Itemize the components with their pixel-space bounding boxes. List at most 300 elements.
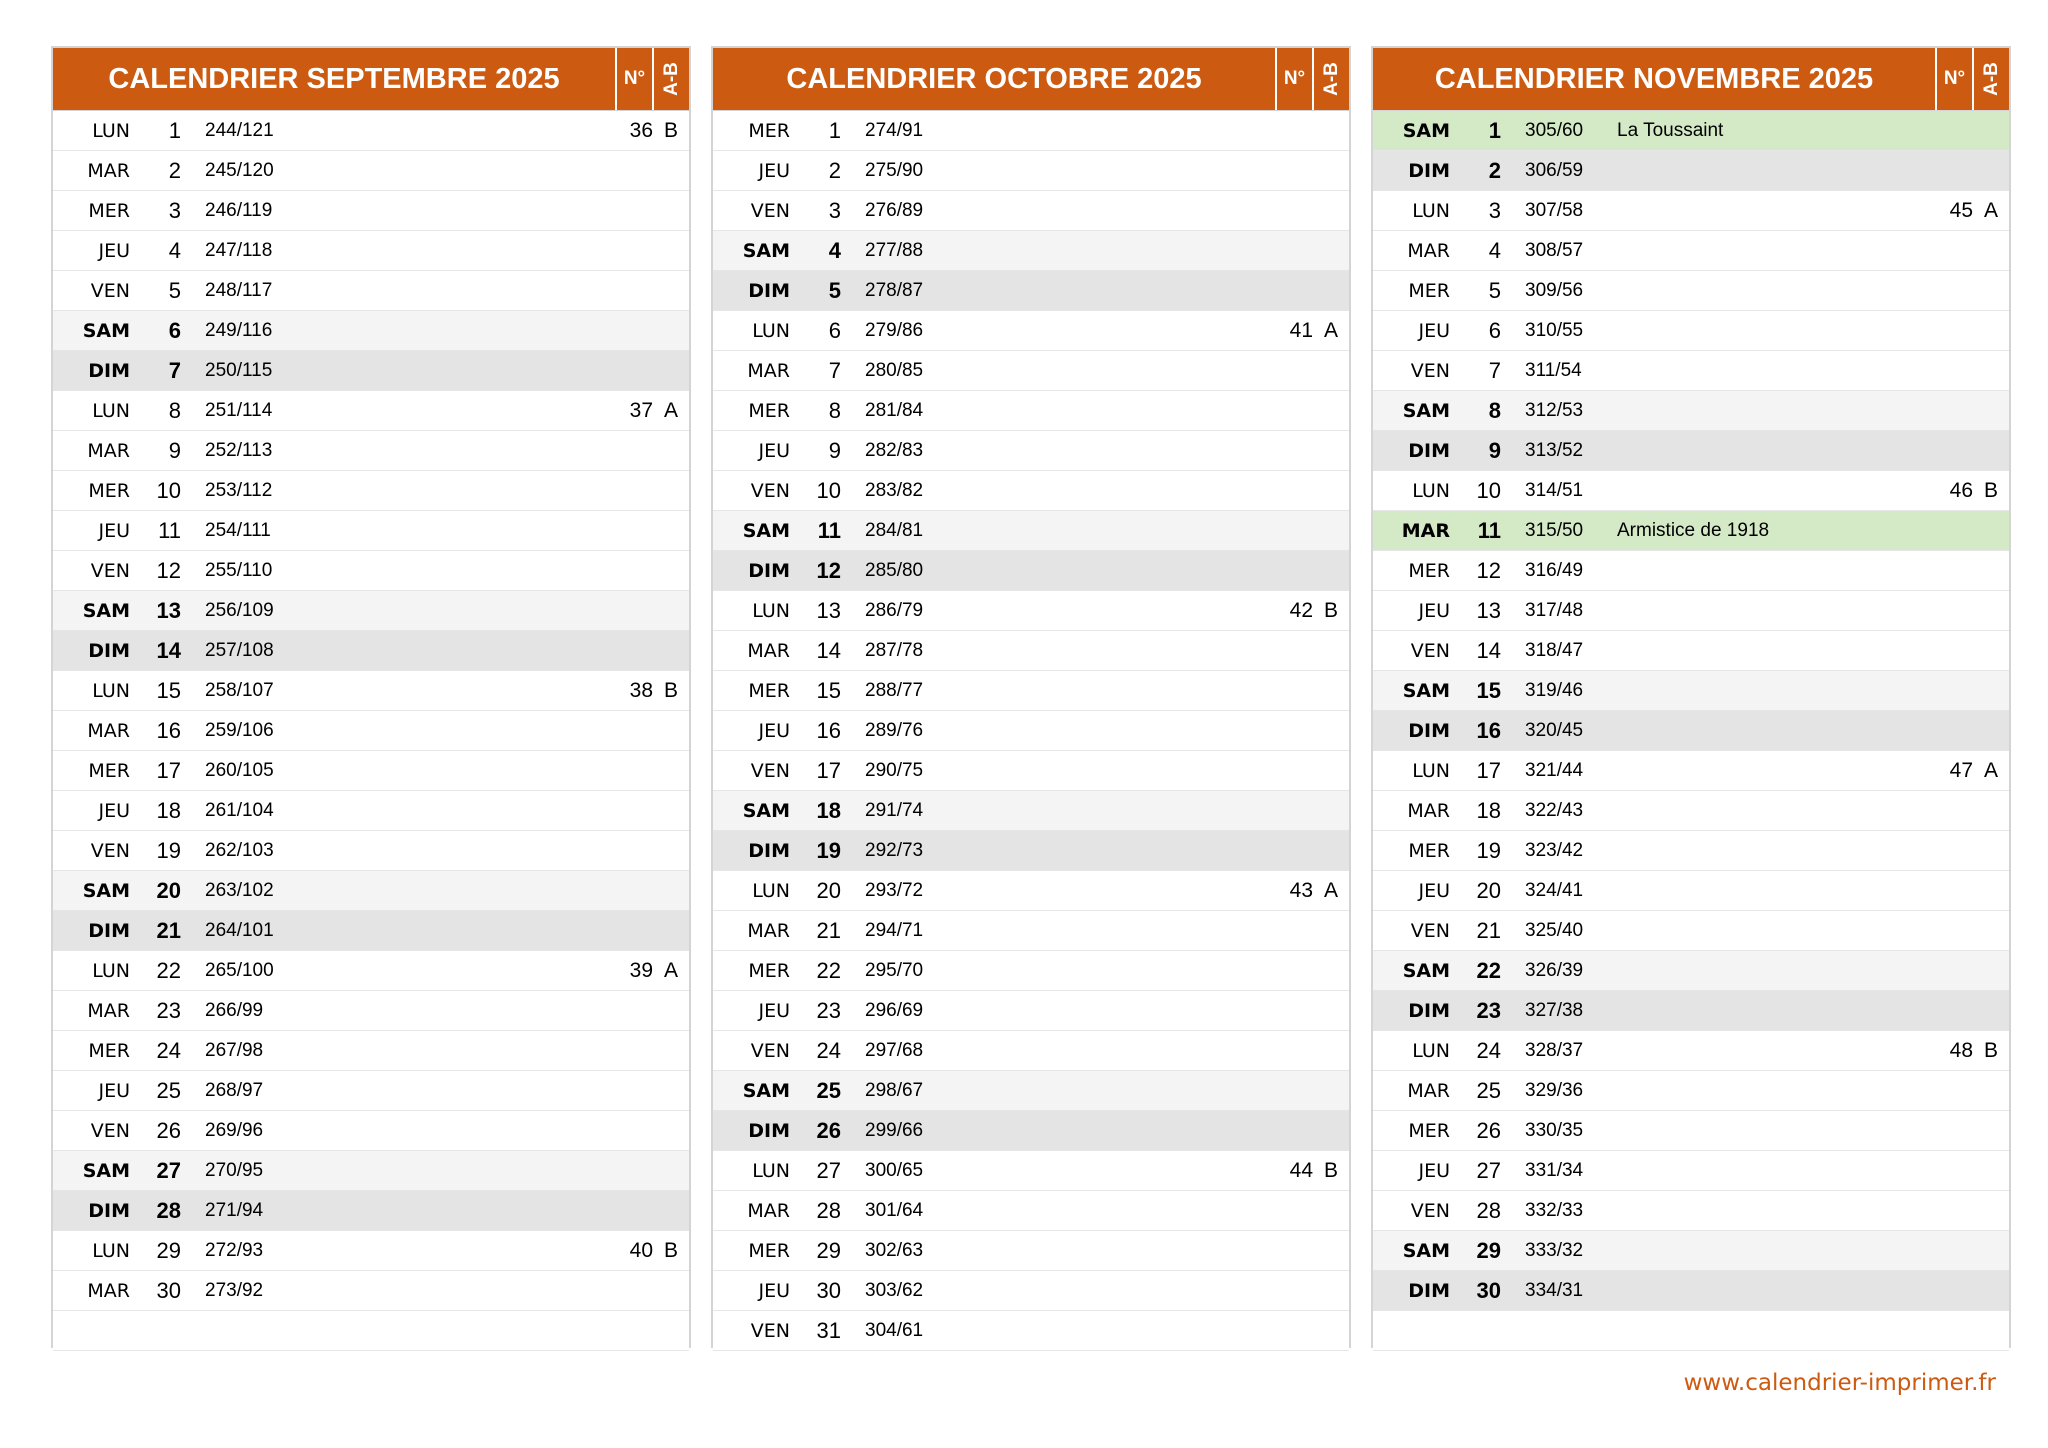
day-row [1373, 471, 2009, 511]
day-row [1373, 271, 2009, 311]
weekday: LUN [92, 1239, 130, 1262]
day-row [713, 1031, 1349, 1071]
day-row [53, 551, 689, 591]
month-title: CALENDRIER NOVEMBRE 2025 [1373, 48, 1935, 110]
day-number: 3 [1488, 197, 1501, 223]
day-number: 13 [816, 597, 841, 623]
day-of-year: 248/117 [205, 279, 273, 301]
day-row [53, 1071, 689, 1111]
day-rows [1373, 111, 2009, 1351]
day-row [53, 751, 689, 791]
day-row [713, 871, 1349, 911]
day-row [713, 551, 1349, 591]
weekday: SAM [742, 1079, 790, 1102]
week-number: 45 [1949, 198, 1973, 222]
weekday: SAM [82, 599, 130, 622]
day-number: 1 [168, 117, 181, 143]
day-of-year: 255/110 [205, 559, 273, 581]
weekday: SAM [1402, 959, 1450, 982]
day-row [53, 231, 689, 271]
day-row [1373, 831, 2009, 871]
day-number: 3 [168, 197, 181, 223]
day-number: 10 [156, 477, 181, 503]
day-of-year: 269/96 [205, 1119, 264, 1141]
weekday: DIM [748, 559, 790, 582]
week-ab: B [663, 678, 678, 702]
weekday: MAR [87, 999, 130, 1022]
day-of-year: 265/100 [205, 959, 274, 981]
day-number: 5 [168, 277, 181, 303]
weekday: VEN [1410, 919, 1450, 942]
week-number: 47 [1949, 758, 1973, 782]
weekday: JEU [758, 159, 790, 182]
week-number: 38 [629, 678, 653, 702]
day-of-year: 283/82 [865, 479, 924, 501]
day-of-year: 288/77 [865, 679, 924, 701]
day-number: 10 [1476, 477, 1501, 503]
weekday: DIM [748, 1119, 790, 1142]
week-ab-header-label: A-B [1320, 62, 1342, 96]
day-number: 26 [156, 1117, 181, 1143]
day-number: 16 [156, 717, 181, 743]
day-of-year: 317/48 [1525, 599, 1584, 621]
day-number: 4 [1488, 237, 1501, 263]
week-number: 36 [629, 118, 653, 142]
week-ab: B [663, 1238, 678, 1262]
weekday: VEN [90, 839, 130, 862]
day-row [53, 151, 689, 191]
day-row [1373, 391, 2009, 431]
day-row [53, 1231, 689, 1271]
weekday: DIM [748, 839, 790, 862]
day-of-year: 325/40 [1525, 919, 1584, 941]
weekday: JEU [98, 799, 130, 822]
day-number: 6 [168, 317, 181, 343]
weekday: SAM [742, 799, 790, 822]
day-row [713, 791, 1349, 831]
day-of-year: 270/95 [205, 1159, 264, 1181]
day-row [1373, 791, 2009, 831]
day-number: 21 [816, 917, 841, 943]
day-row [713, 191, 1349, 231]
day-of-year: 305/60 [1525, 119, 1584, 141]
week-ab-header [652, 48, 689, 110]
day-of-year: 291/74 [865, 799, 924, 821]
day-row [713, 111, 1349, 151]
weekday: LUN [752, 1159, 790, 1182]
day-number: 29 [156, 1237, 181, 1263]
day-number: 22 [156, 957, 181, 983]
week-number-header: N° [615, 48, 652, 110]
day-row [713, 351, 1349, 391]
day-number: 14 [1476, 637, 1501, 663]
day-number: 9 [168, 437, 181, 463]
weekday: DIM [1408, 1279, 1450, 1302]
day-row [713, 431, 1349, 471]
day-of-year: 301/64 [865, 1199, 924, 1221]
day-row [713, 311, 1349, 351]
day-row [1373, 1031, 2009, 1071]
day-row [53, 1191, 689, 1231]
weekday: LUN [92, 399, 130, 422]
day-of-year: 315/50 [1525, 519, 1584, 541]
week-ab: A [1323, 318, 1338, 342]
day-number: 18 [1476, 797, 1501, 823]
day-of-year: 307/58 [1525, 199, 1584, 221]
day-of-year: 299/66 [865, 1119, 924, 1141]
day-of-year: 316/49 [1525, 559, 1584, 581]
day-number: 7 [168, 357, 181, 383]
day-of-year: 324/41 [1525, 879, 1584, 901]
week-ab: B [1323, 598, 1338, 622]
day-row [713, 1151, 1349, 1191]
weekday: LUN [1412, 1039, 1450, 1062]
day-number: 30 [816, 1277, 841, 1303]
day-row [53, 831, 689, 871]
day-of-year: 257/108 [205, 639, 274, 661]
day-of-year: 328/37 [1525, 1039, 1584, 1061]
day-of-year: 254/111 [205, 519, 271, 541]
day-number: 31 [816, 1317, 841, 1343]
day-row [53, 271, 689, 311]
day-number: 6 [828, 317, 841, 343]
weekday: MAR [87, 1279, 130, 1302]
day-of-year: 334/31 [1525, 1279, 1584, 1301]
weekday: VEN [750, 199, 790, 222]
day-of-year: 327/38 [1525, 999, 1584, 1021]
day-number: 20 [1476, 877, 1501, 903]
day-row [713, 511, 1349, 551]
week-ab-header-label: A-B [1980, 62, 2002, 96]
day-number: 4 [168, 237, 181, 263]
day-number: 18 [816, 797, 841, 823]
day-number: 1 [1488, 117, 1501, 143]
day-of-year: 262/103 [205, 839, 274, 861]
day-of-year: 267/98 [205, 1039, 264, 1061]
day-number: 2 [828, 157, 841, 183]
day-of-year: 311/54 [1525, 359, 1582, 381]
week-ab: A [1323, 878, 1338, 902]
day-number: 15 [816, 677, 841, 703]
day-number: 25 [1476, 1077, 1501, 1103]
day-of-year: 256/109 [205, 599, 274, 621]
day-row [713, 591, 1349, 631]
day-row [1373, 991, 2009, 1031]
day-row [1373, 311, 2009, 351]
empty-row [53, 1311, 689, 1351]
weekday: VEN [90, 1119, 130, 1142]
day-row [713, 271, 1349, 311]
day-number: 11 [158, 517, 181, 543]
month-header [53, 48, 689, 111]
weekday: SAM [742, 239, 790, 262]
week-ab: A [663, 958, 678, 982]
day-row [1373, 151, 2009, 191]
day-of-year: 250/115 [205, 359, 273, 381]
day-of-year: 304/61 [865, 1319, 924, 1341]
day-of-year: 252/113 [205, 439, 273, 461]
day-number: 12 [816, 557, 841, 583]
weekday: MER [748, 959, 790, 982]
weekday: SAM [1402, 119, 1450, 142]
weekday: DIM [1408, 159, 1450, 182]
day-of-year: 306/59 [1525, 159, 1584, 181]
day-number: 17 [156, 757, 181, 783]
day-row [53, 1111, 689, 1151]
day-number: 2 [1488, 157, 1501, 183]
weekday: MAR [1407, 239, 1450, 262]
day-row [1373, 631, 2009, 671]
day-row [53, 671, 689, 711]
day-row [1373, 1111, 2009, 1151]
day-row [53, 471, 689, 511]
weekday: DIM [88, 919, 130, 942]
day-of-year: 300/65 [865, 1159, 924, 1181]
day-number: 19 [1476, 837, 1501, 863]
day-row [1373, 231, 2009, 271]
day-row [1373, 1151, 2009, 1191]
weekday: LUN [752, 319, 790, 342]
day-number: 19 [156, 837, 181, 863]
day-of-year: 284/81 [865, 519, 924, 541]
day-row [53, 711, 689, 751]
website-link[interactable]: www.calendrier-imprimer.fr [1683, 1370, 1996, 1396]
day-row [713, 1071, 1349, 1111]
day-number: 14 [816, 637, 841, 663]
day-number: 21 [1476, 917, 1501, 943]
day-row [53, 431, 689, 471]
weekday: MAR [1407, 1079, 1450, 1102]
day-row [53, 631, 689, 671]
day-number: 21 [156, 917, 181, 943]
day-row [1373, 1071, 2009, 1111]
weekday: DIM [88, 1199, 130, 1222]
day-of-year: 308/57 [1525, 239, 1584, 261]
day-number: 24 [1476, 1037, 1501, 1063]
day-number: 23 [816, 997, 841, 1023]
week-number: 42 [1289, 598, 1313, 622]
day-row [713, 1191, 1349, 1231]
weekday: DIM [88, 639, 130, 662]
weekday: JEU [758, 1279, 790, 1302]
day-of-year: 279/86 [865, 319, 924, 341]
day-number: 17 [816, 757, 841, 783]
week-ab-header [1972, 48, 2009, 110]
day-of-year: 323/42 [1525, 839, 1584, 861]
day-of-year: 321/44 [1525, 759, 1584, 781]
month-table-november [1371, 46, 2011, 1348]
day-of-year: 245/120 [205, 159, 274, 181]
day-rows [53, 111, 689, 1351]
week-ab: B [1983, 478, 1998, 502]
day-of-year: 286/79 [865, 599, 924, 621]
weekday: MAR [1407, 799, 1450, 822]
day-of-year: 331/34 [1525, 1159, 1584, 1181]
weekday: LUN [1412, 479, 1450, 502]
weekday: VEN [750, 1319, 790, 1342]
weekday: JEU [758, 719, 790, 742]
weekday: LUN [92, 959, 130, 982]
day-number: 20 [156, 877, 181, 903]
day-of-year: 274/91 [865, 119, 924, 141]
day-of-year: 295/70 [865, 959, 924, 981]
day-of-year: 297/68 [865, 1039, 924, 1061]
day-of-year: 318/47 [1525, 639, 1584, 661]
day-number: 3 [828, 197, 841, 223]
day-row [713, 231, 1349, 271]
day-number: 27 [1476, 1157, 1501, 1183]
weekday: SAM [82, 1159, 130, 1182]
day-number: 12 [1476, 557, 1501, 583]
day-of-year: 277/88 [865, 239, 924, 261]
day-number: 7 [1488, 357, 1501, 383]
week-number: 41 [1289, 318, 1313, 342]
day-number: 26 [816, 1117, 841, 1143]
day-row [1373, 671, 2009, 711]
day-of-year: 320/45 [1525, 719, 1584, 741]
day-number: 8 [168, 397, 181, 423]
day-of-year: 332/33 [1525, 1199, 1584, 1221]
weekday: LUN [752, 879, 790, 902]
week-ab: A [1983, 198, 1998, 222]
weekday: VEN [750, 479, 790, 502]
day-row [713, 751, 1349, 791]
week-number-header: N° [1935, 48, 1972, 110]
day-row [713, 631, 1349, 671]
weekday: VEN [90, 559, 130, 582]
day-number: 14 [156, 637, 181, 663]
weekday: JEU [1418, 599, 1450, 622]
weekday: VEN [750, 759, 790, 782]
weekday: JEU [758, 439, 790, 462]
weekday: VEN [90, 279, 130, 302]
day-number: 6 [1488, 317, 1501, 343]
day-number: 7 [828, 357, 841, 383]
day-row [1373, 351, 2009, 391]
day-of-year: 303/62 [865, 1279, 924, 1301]
day-of-year: 298/67 [865, 1079, 924, 1101]
day-row [1373, 911, 2009, 951]
day-row [53, 311, 689, 351]
weekday: MER [1408, 559, 1450, 582]
day-of-year: 326/39 [1525, 959, 1584, 981]
day-row [713, 991, 1349, 1031]
day-of-year: 322/43 [1525, 799, 1584, 821]
day-of-year: 258/107 [205, 679, 274, 701]
day-row [53, 351, 689, 391]
day-row [1373, 1191, 2009, 1231]
day-of-year: 278/87 [865, 279, 924, 301]
weekday: MAR [747, 1199, 790, 1222]
day-of-year: 249/116 [205, 319, 273, 341]
day-number: 22 [816, 957, 841, 983]
day-of-year: 333/32 [1525, 1239, 1584, 1261]
day-of-year: 319/46 [1525, 679, 1584, 701]
weekday: MER [748, 1239, 790, 1262]
weekday: DIM [1408, 439, 1450, 462]
day-row [53, 1151, 689, 1191]
day-number: 4 [828, 237, 841, 263]
day-of-year: 314/51 [1525, 479, 1584, 501]
day-row [53, 591, 689, 631]
week-ab: B [1323, 1158, 1338, 1182]
weekday: JEU [1418, 319, 1450, 342]
weekday: MER [1408, 1119, 1450, 1142]
weekday: MAR [87, 159, 130, 182]
holiday-name: La Toussaint [1617, 119, 1724, 141]
day-number: 11 [817, 517, 841, 543]
day-number: 15 [156, 677, 181, 703]
day-row [713, 831, 1349, 871]
day-of-year: 310/55 [1525, 319, 1584, 341]
weekday: LUN [752, 599, 790, 622]
weekday: LUN [1412, 199, 1450, 222]
day-row [53, 791, 689, 831]
weekday: MAR [747, 919, 790, 942]
day-of-year: 313/52 [1525, 439, 1584, 461]
month-title: CALENDRIER SEPTEMBRE 2025 [53, 48, 615, 110]
day-of-year: 302/63 [865, 1239, 924, 1261]
week-ab: B [1983, 1038, 1998, 1062]
day-row [1373, 1271, 2009, 1311]
day-number: 2 [168, 157, 181, 183]
day-number: 23 [156, 997, 181, 1023]
day-row [1373, 551, 2009, 591]
day-row [713, 711, 1349, 751]
day-of-year: 251/114 [205, 399, 273, 421]
day-row [713, 391, 1349, 431]
day-number: 26 [1476, 1117, 1501, 1143]
day-number: 18 [156, 797, 181, 823]
day-of-year: 330/35 [1525, 1119, 1584, 1141]
weekday: MAR [87, 719, 130, 742]
day-of-year: 285/80 [865, 559, 924, 581]
weekday: JEU [758, 999, 790, 1022]
week-ab-header-label: A-B [660, 62, 682, 96]
weekday: MAR [747, 639, 790, 662]
weekday: DIM [88, 359, 130, 382]
weekday: MAR [1401, 519, 1450, 542]
weekday: LUN [1412, 759, 1450, 782]
day-number: 19 [816, 837, 841, 863]
day-row [1373, 191, 2009, 231]
day-of-year: 244/121 [205, 119, 274, 141]
weekday: SAM [1402, 399, 1450, 422]
weekday: DIM [748, 279, 790, 302]
day-row [53, 111, 689, 151]
week-number: 43 [1289, 878, 1313, 902]
day-row [1373, 951, 2009, 991]
weekday: SAM [82, 879, 130, 902]
week-number: 44 [1289, 1158, 1313, 1182]
day-number: 22 [1476, 957, 1501, 983]
weekday: VEN [1410, 1199, 1450, 1222]
day-row [53, 911, 689, 951]
day-of-year: 261/104 [205, 799, 274, 821]
day-of-year: 287/78 [865, 639, 924, 661]
month-title: CALENDRIER OCTOBRE 2025 [713, 48, 1275, 110]
weekday: MER [88, 479, 130, 502]
day-number: 28 [156, 1197, 181, 1223]
day-of-year: 309/56 [1525, 279, 1584, 301]
month-header [713, 48, 1349, 111]
day-of-year: 253/112 [205, 479, 273, 501]
day-number: 1 [828, 117, 841, 143]
weekday: JEU [1418, 1159, 1450, 1182]
day-of-year: 268/97 [205, 1079, 264, 1101]
day-number: 13 [1476, 597, 1501, 623]
weekday: JEU [98, 519, 130, 542]
